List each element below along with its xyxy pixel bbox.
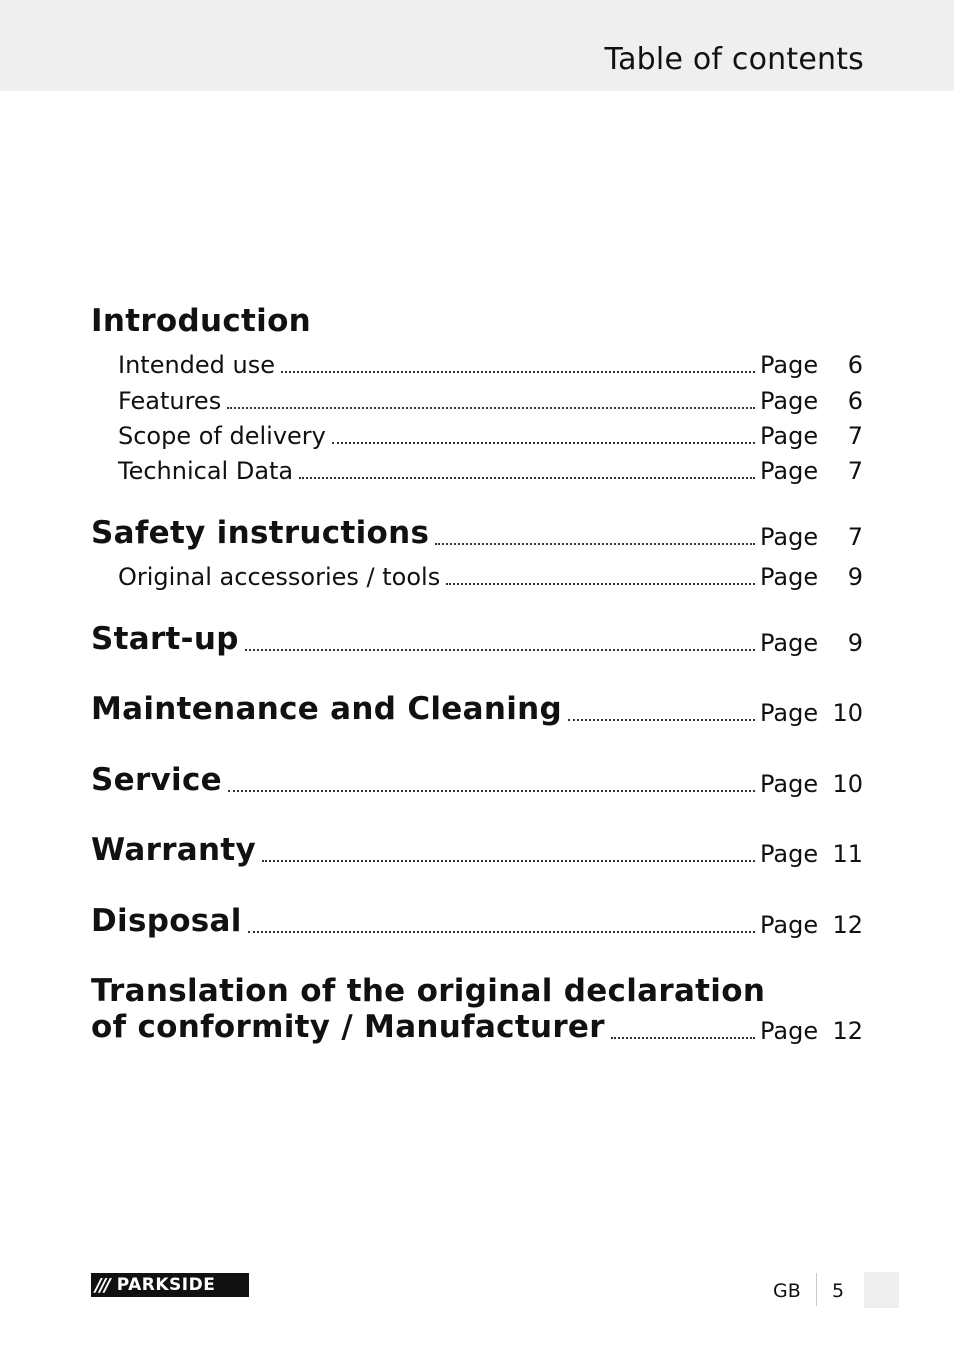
footer-tab-marker <box>864 1272 899 1308</box>
toc-entry-title: Scope of delivery <box>118 422 326 450</box>
parkside-logo <box>91 1273 249 1297</box>
dot-leader <box>568 695 755 721</box>
dot-leader <box>435 519 755 545</box>
toc-entry-start-up[interactable] <box>91 621 863 657</box>
page-label: Page <box>760 387 819 415</box>
page-label: Page <box>760 422 819 450</box>
page-number: 6 <box>847 387 863 415</box>
page-label: Page <box>760 770 819 798</box>
dot-leader <box>262 836 755 862</box>
page-number: 7 <box>847 523 863 551</box>
page-number-footer: 5 <box>832 1280 845 1302</box>
toc-entry-features[interactable] <box>118 383 863 413</box>
header-band <box>0 0 954 91</box>
toc-entry-title: Maintenance and Cleaning <box>91 691 563 727</box>
dot-leader <box>245 625 755 651</box>
logo-text: PARKSIDE <box>116 1275 216 1295</box>
dot-leader <box>332 418 755 444</box>
toc-entry-declaration-of-conformity[interactable] <box>91 973 863 1045</box>
toc-entry-title: Warranty <box>91 832 256 868</box>
page-number: 11 <box>832 840 863 868</box>
dot-leader <box>227 383 755 409</box>
toc-entry-title: Features <box>118 387 222 415</box>
page-label: Page <box>760 629 819 657</box>
footer-divider <box>816 1273 817 1306</box>
dot-leader <box>281 347 755 373</box>
toc-entry-title: Technical Data <box>118 457 294 485</box>
toc-heading-introduction <box>91 303 863 339</box>
toc-entry-scope-of-delivery[interactable] <box>118 418 863 448</box>
page-label: Page <box>760 351 819 379</box>
page-number: 12 <box>832 1017 863 1045</box>
toc-entry-title: Service <box>91 762 222 798</box>
page-number: 7 <box>847 457 863 485</box>
page-label: Page <box>760 911 819 939</box>
page-label: Page <box>760 1017 819 1045</box>
toc-entry-intended-use[interactable] <box>118 347 863 377</box>
page-label: Page <box>760 457 819 485</box>
page-label: Page <box>760 699 819 727</box>
toc-entry-title-line2: of conformity / Manufacturer <box>91 1009 605 1045</box>
dot-leader <box>248 907 755 933</box>
page-number: 7 <box>847 422 863 450</box>
toc-entry-title: Start-up <box>91 621 239 657</box>
toc-entry-original-accessories[interactable] <box>118 559 863 589</box>
dot-leader <box>228 766 755 792</box>
toc-entry-technical-data[interactable] <box>118 453 863 483</box>
toc-entry-title: Disposal <box>91 903 242 939</box>
page-number: 9 <box>847 629 863 657</box>
page-number: 10 <box>832 770 863 798</box>
dot-leader <box>611 1013 755 1039</box>
toc-entry-title-line1: Translation of the original declaration <box>91 973 766 1009</box>
toc-entry-title: Original accessories / tools <box>118 563 441 591</box>
page-title: Table of contents <box>604 42 864 77</box>
page-label: Page <box>760 563 819 591</box>
page-number: 12 <box>832 911 863 939</box>
toc-entry-title: Safety instructions <box>91 515 430 551</box>
dot-leader <box>446 559 755 585</box>
logo-slashes: /// <box>95 1274 109 1296</box>
toc-entry-disposal[interactable] <box>91 903 863 939</box>
language-code: GB <box>773 1280 801 1302</box>
toc-entry-title: Introduction <box>91 303 312 339</box>
page-label: Page <box>760 840 819 868</box>
page-label: Page <box>760 523 819 551</box>
dot-leader <box>299 453 755 479</box>
page-number: 9 <box>847 563 863 591</box>
page-number: 10 <box>832 699 863 727</box>
toc-entry-service[interactable] <box>91 762 863 798</box>
toc-entry-title: Intended use <box>118 351 276 379</box>
toc-entry-safety-instructions[interactable] <box>91 515 863 551</box>
page-number: 6 <box>847 351 863 379</box>
toc-entry-maintenance[interactable] <box>91 691 863 727</box>
toc-entry-warranty[interactable] <box>91 832 863 868</box>
